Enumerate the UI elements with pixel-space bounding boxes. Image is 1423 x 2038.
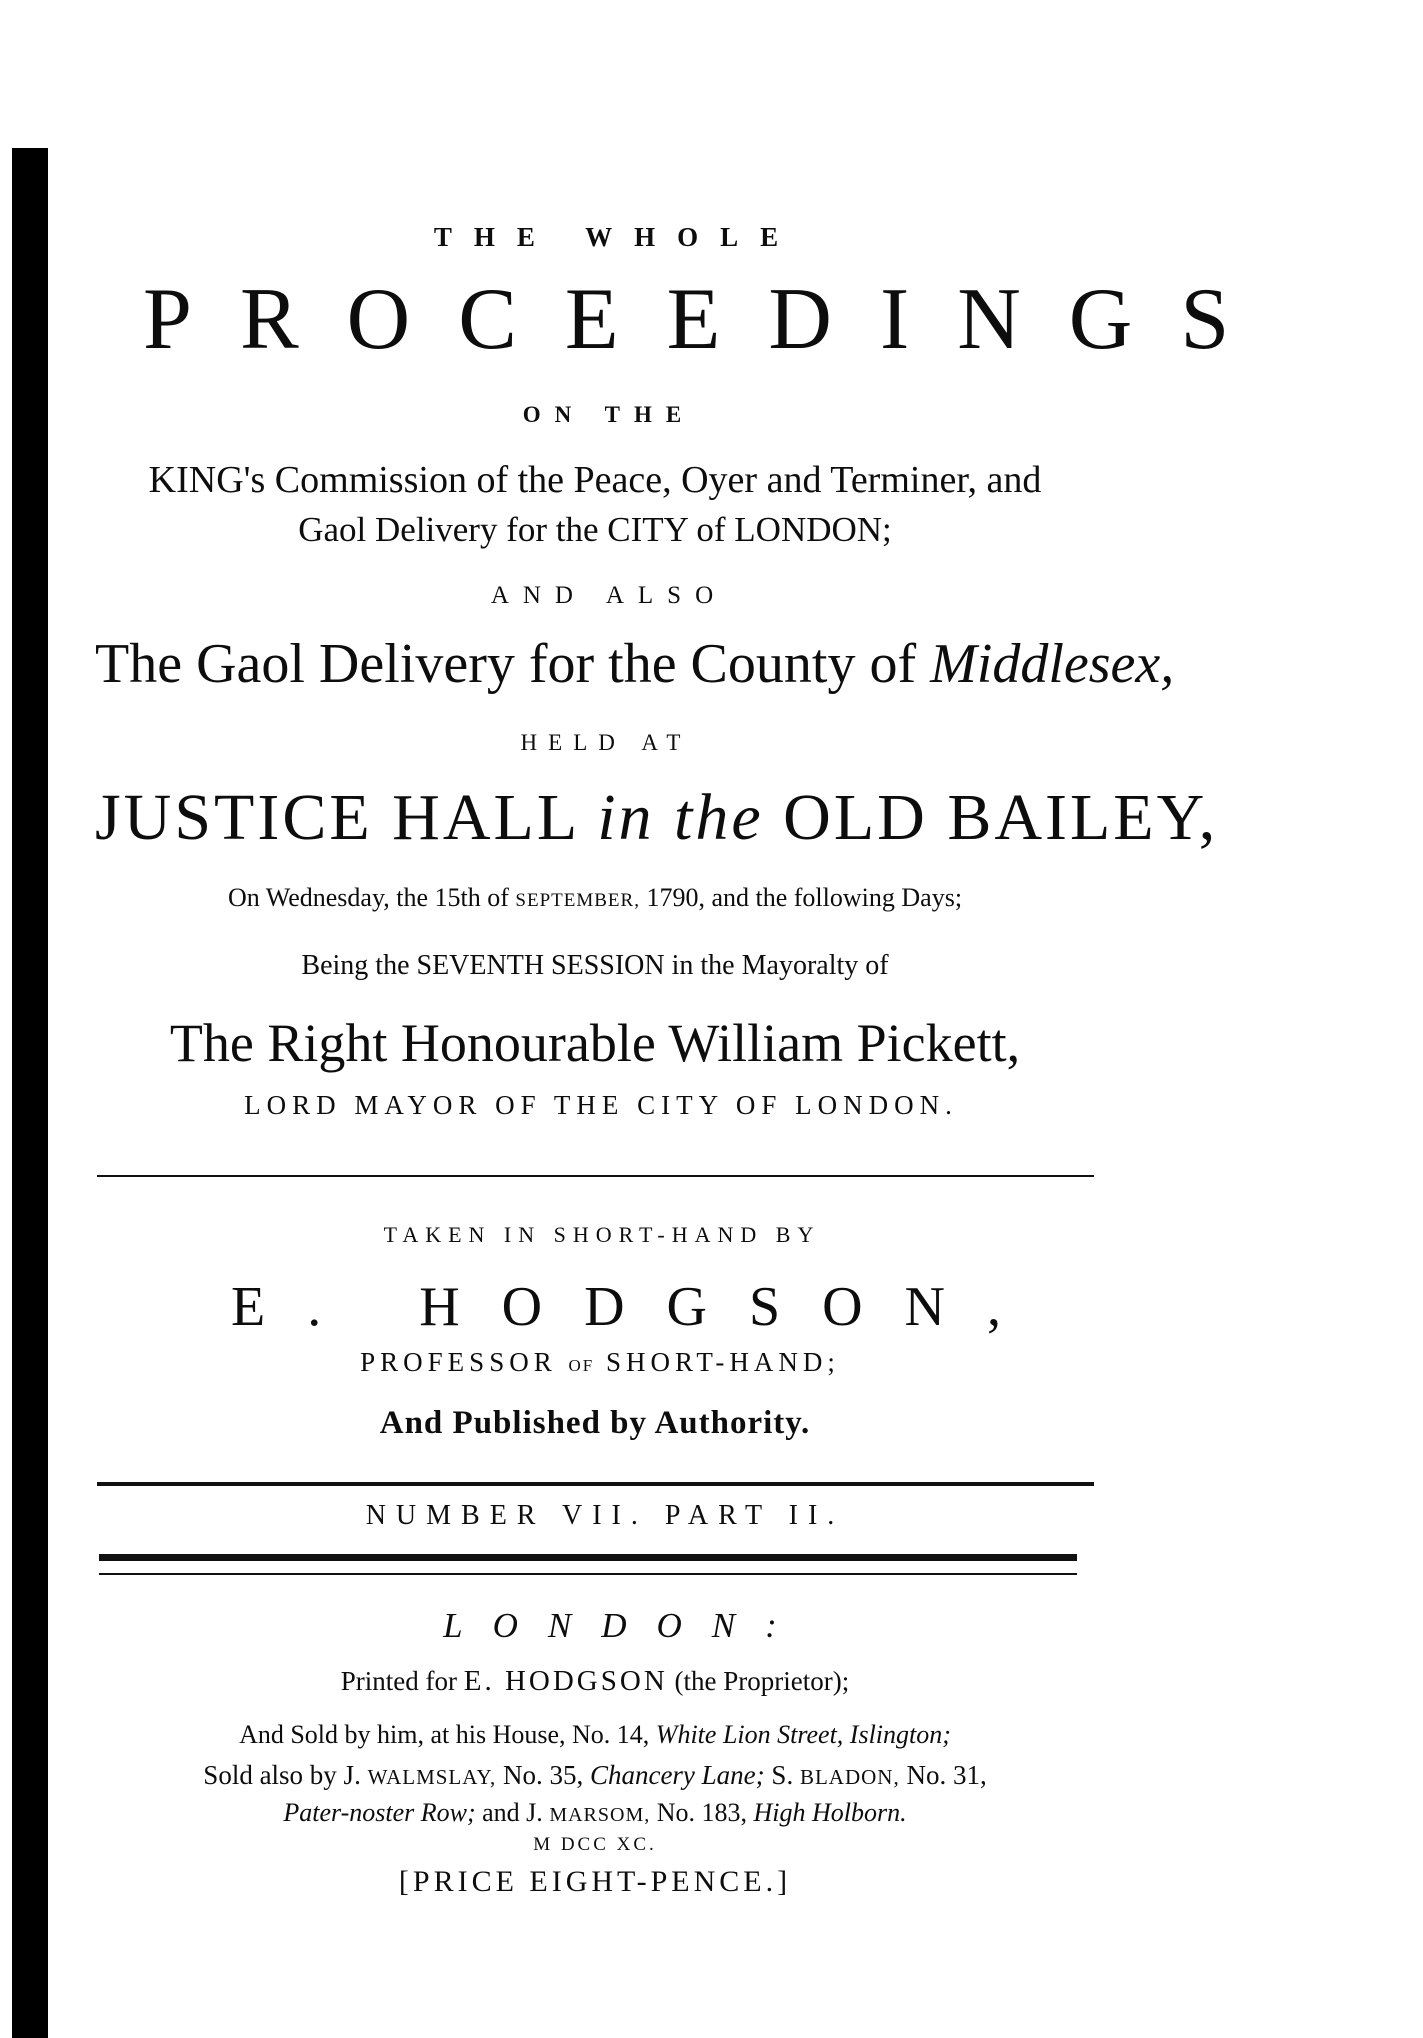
justice-hall-part-2: in the <box>597 781 764 854</box>
imprint-year: M DCC XC. <box>533 1834 657 1855</box>
session-line: Being the SEVENTH SESSION in the Mayoralty of <box>301 950 889 981</box>
professor-line <box>95 1347 1100 1378</box>
sold-also-part-4: No. 31, <box>906 1760 987 1790</box>
professor-of: OF <box>568 1356 595 1375</box>
county-line <box>95 632 1175 696</box>
sold-also-walmslay: WALMSLAY, <box>367 1765 497 1789</box>
mayor-title: LORD MAYOR OF THE CITY OF LONDON. <box>244 1090 958 1120</box>
printed-for-part-1: Printed for <box>340 1666 458 1696</box>
heading-the-whole: THE WHOLE <box>433 222 801 252</box>
professor-part-2: SHORT-HAND; <box>605 1347 840 1377</box>
taken-by-line: TAKEN IN SHORT-HAND BY <box>383 1222 821 1247</box>
sold-by-street: White Lion Street, Islington; <box>655 1720 951 1749</box>
imprint-city: LONDON: <box>443 1606 807 1645</box>
sold-also-part-1: Sold also by J. <box>203 1760 361 1790</box>
row-part-3: No. 183, <box>656 1798 748 1827</box>
price-line: [PRICE EIGHT-PENCE.] <box>398 1865 792 1898</box>
divider-rule-heavy <box>99 1554 1077 1561</box>
justice-hall-part-3: OLD BAILEY, <box>783 781 1219 854</box>
sold-also-bladon: BLADON, <box>799 1765 900 1789</box>
divider-rule-thick <box>97 1482 1094 1486</box>
page-binding-edge <box>12 148 48 2038</box>
reporter-name: E. HODGSON, <box>231 1276 1043 1338</box>
date-part-2: 1790, and the following Days; <box>646 883 963 912</box>
paternoster-line <box>95 1798 1095 1828</box>
and-also-line: AND ALSO <box>490 582 728 609</box>
printed-for-part-2: (the Proprietor); <box>674 1666 850 1696</box>
commission-line-1: KING's Commission of the Peace, Oyer and Terminer, and <box>148 459 1042 501</box>
sold-also-lane: Chancery Lane; <box>589 1760 765 1790</box>
heading-proceedings: PROCEEDINGS <box>143 271 1278 368</box>
commission-line-2: Gaol Delivery for the CITY of LONDON; <box>298 510 892 549</box>
heading-on-the: ON THE <box>522 402 696 427</box>
printed-for-line <box>95 1665 1095 1698</box>
row-part-2: and J. <box>482 1798 543 1827</box>
professor-part-1: PROFESSOR <box>360 1347 557 1377</box>
printed-for-name: E. HODGSON <box>463 1665 668 1697</box>
held-at-line: HELD AT <box>520 730 692 755</box>
date-part-1: On Wednesday, the 15th of <box>227 883 509 912</box>
justice-hall-line <box>95 780 1219 856</box>
county-name: Middlesex, <box>930 633 1175 695</box>
justice-hall-part-1: JUSTICE HALL <box>95 781 578 854</box>
row-marsom: MARSOM, <box>549 1804 651 1826</box>
sold-also-part-2: No. 35, <box>502 1760 584 1790</box>
county-line-prefix: The Gaol Delivery for the County of <box>95 633 917 695</box>
mayor-name: The Right Honourable William Pickett, <box>169 1013 1021 1073</box>
sold-also-line <box>95 1760 1095 1791</box>
row-holborn: High Holborn. <box>753 1798 907 1827</box>
row-part-1: Pater-noster Row; <box>283 1798 476 1827</box>
date-month: SEPTEMBER, <box>515 890 640 911</box>
issue-number-part: NUMBER VII. PART II. <box>365 1500 845 1531</box>
session-date-line <box>95 883 1095 913</box>
published-by-authority: And Published by Authority. <box>379 1405 811 1441</box>
sold-by-part-1: And Sold by him, at his House, No. 14, <box>239 1720 650 1749</box>
sold-also-part-3: S. <box>771 1760 794 1790</box>
divider-rule-thin <box>99 1573 1077 1575</box>
divider-rule <box>97 1175 1094 1177</box>
sold-by-line <box>95 1720 1095 1750</box>
